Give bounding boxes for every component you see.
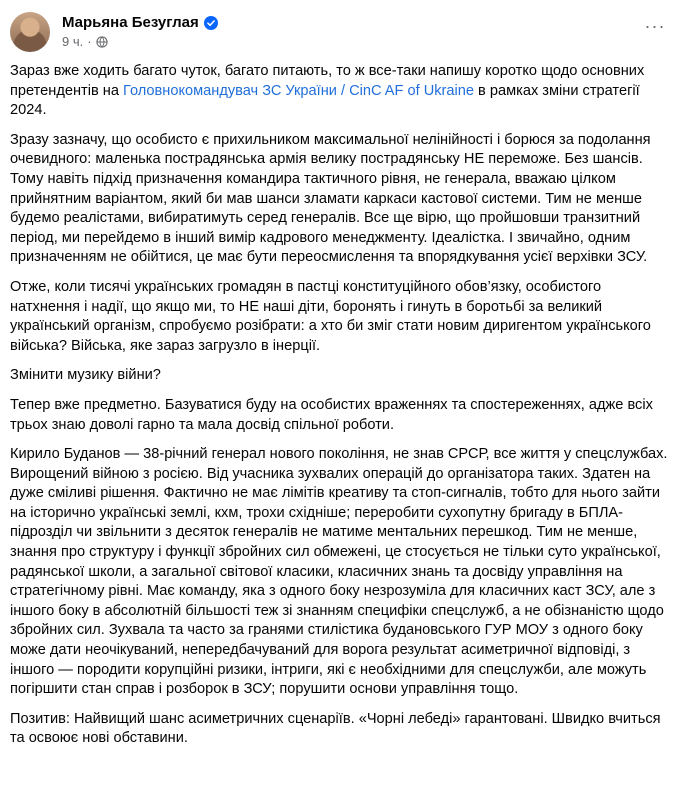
post-paragraph: Тепер вже предметно. Базуватися буду на особистих враженнях та спостереженнях, адже всіх трьох знаю доволі гарно та мала досвід спільної роботи. (10, 396, 653, 433)
globe-icon (96, 36, 108, 48)
post-header (10, 8, 673, 58)
post-paragraph (10, 62, 668, 121)
author-name[interactable]: Марьяна Безуглая (62, 14, 199, 31)
paragraph-text: в рамках зміни стратегії 2024. (10, 82, 640, 119)
post-paragraph: Змінити музику війни? (10, 367, 161, 384)
paragraph-text: Зараз вже ходить багато чуток, багато питають, то ж все-таки напишу коротко щодо основних претендентів на (10, 63, 645, 99)
post-paragraph: Отже, коли тисячі українських громадян в пастці конституційного обов’язку, особистого натхнення і надії, що якщо ми, то НЕ наші діти, боронять і гинуть в боротьбі за великий український організм, спробуємо розібрати: а хто би зміг стати новим диригентом українського війська? Війська, яке зараз загрузло в інерції. (10, 278, 651, 354)
post-timestamp[interactable]: 9 ч. (62, 34, 84, 49)
avatar[interactable] (10, 12, 50, 52)
page-link[interactable]: Головнокомандувач ЗС України / CinC AF of Ukraine (123, 82, 474, 99)
post-paragraph: Зразу зазначу, що особисто є прихильником максимальної нелінійності і борюся за подолання очевидного: маленька пострадянська армія велику пострадянську НЕ переможе. Без шансів. Тому навіть підхід призначення командира тактичного рівня, не генерала, вважаю цілком прийнятним варіантом, який би мав шанси зламати каркаси кастової системи. Тим не менше будемо реалістами, вибиратимуть серед генералів. Все ще вірю, що пройшовши транзитний період, ми перейдемо в інший вимір кадрового менеджменту. Ідеалістка. І звичайно, одним призначенням не обійтися, це має бути переосмислення та впорядкування усієї верхівки ЗСУ. (10, 131, 651, 266)
post-paragraph: Позитив: Найвищий шанс асиметричних сценаріїв. «Чорні лебеді» гарантовані. Швидко вчиться та освоює нові обставини. (10, 710, 661, 747)
more-options-icon[interactable]: ··· (644, 15, 666, 36)
post-body (10, 62, 668, 759)
post-meta (62, 34, 108, 49)
author-row (62, 14, 218, 31)
post-paragraph: Кирило Буданов — 38-річний генерал нового покоління, не знав СРСР, все життя у спецслужбах. Вирощений війною з росією. Від учасника зухвалих операцій до організатора таких. Здатен на дуже сміливі рішення. Фактично не має лімітів креативу та стоп-сигналів, тобто для нього зайти на історично українські землі, кхм, трохи східніше; переробити сухопутну бригаду в БПЛА-підрозділ чи звільнити з десяток генералів не матиме ментальних перешкод. Тим не менше, знання про структуру і функції збройних сил обмежені, це стосується не тільки суто української, радянської школи, а загальної світової класики, класичних знань та досвіду управління на стратегічному рівні. Має команду, яка з одного боку незрозуміла для класичних каст ЗСУ, але з іншого боку в абсолютній більшості теж зі знанням специфіки спецслужб, а не обізнаністю щодо збройних сил. Зухвала та часто за гранями стилістика будановського ГУР МОУ з одного боку може дати неочікуваний, непередбачуваний для ворога результат асиметричної відповіді, з іншого — породити корупційні ризики, інтриги, які є необхідними для спецслужби, але можуть погіршити стан справ і розборок в ЗСУ; порушити основи управління тощо. (10, 446, 668, 698)
meta-separator: · (87, 34, 92, 49)
verified-badge-icon (204, 16, 218, 30)
